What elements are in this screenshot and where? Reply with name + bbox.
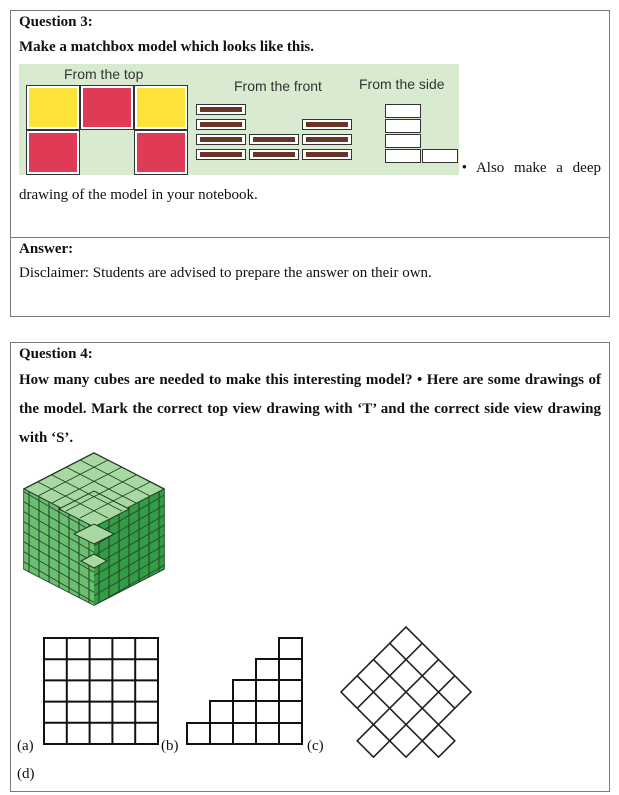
option-a-label: (a) — [17, 738, 34, 754]
option-b-label: (b) — [161, 738, 179, 754]
cube-model-image — [19, 449, 169, 609]
question-4-label: Question 4: — [19, 346, 93, 362]
matchbox-model-figure — [19, 64, 459, 175]
question-3-prompt: Make a matchbox model which looks like this. — [19, 39, 315, 55]
drawing-c-diamond[interactable] — [326, 623, 506, 763]
option-d-label: (d) — [17, 766, 35, 782]
caption-from-front: From the front — [234, 78, 322, 94]
question-4-box — [10, 342, 610, 792]
caption-from-side: From the side — [359, 76, 445, 92]
also-make-text: • Also make a deep — [461, 160, 601, 176]
disclaimer-text: Disclaimer: Students are advised to prepare the answer on their own. — [19, 265, 432, 281]
caption-from-top: From the top — [64, 66, 144, 82]
question-3-box — [10, 10, 610, 238]
answer-3-box — [10, 237, 610, 317]
option-c-label: (c) — [307, 738, 324, 754]
drawing-a-grid[interactable] — [43, 637, 159, 745]
answer-label: Answer: — [19, 241, 74, 257]
question-3-label: Question 3: — [19, 14, 93, 30]
drawing-b-staircase[interactable] — [186, 637, 304, 745]
notebook-text: drawing of the model in your notebook. — [19, 187, 258, 203]
question-4-prompt: How many cubes are needed to make this interesting model? • Here are some drawings of the model. Mark the correct top view drawing with ‘T’ and the correct side view drawing with ‘S’. — [19, 372, 601, 446]
